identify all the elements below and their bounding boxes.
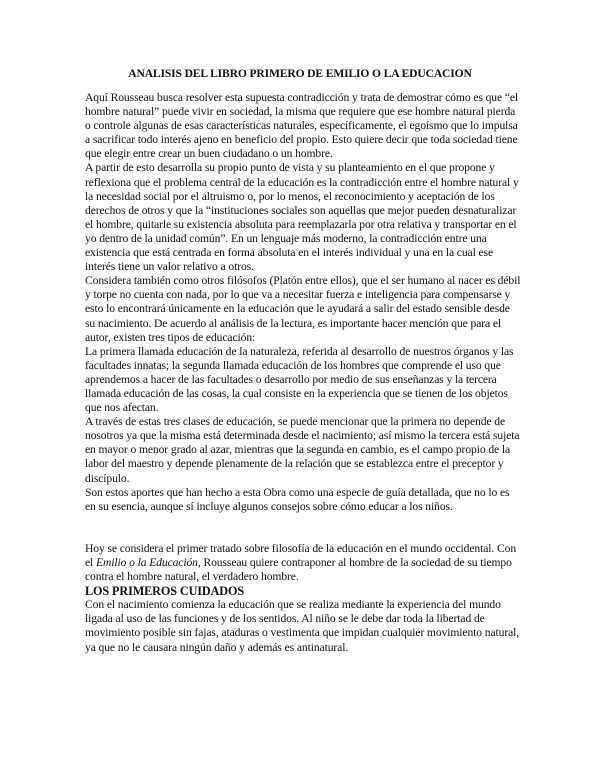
paragraph-three-types: La primera llamada educación de la naturaleza, referida al desarrollo de nuestros órganos y las facultades innatas; la segunda llamada educación de los hombres que comprende el uso que aprendemos a hacer de las facultades o desarrollo por medio de sus enseñanzas y la tercera llamada educación de las cosas, la cual consiste en la experiencia que se tienen de los objetos que nos afectan. (85, 344, 514, 415)
paragraph-closing (85, 542, 521, 584)
paragraph-first-care: Con el nacimiento comienza la educación que se realiza mediante la experiencia del mundo ligada al uso de las funciones y de los sentidos. Al niño se le debe dar toda la libertad de movimiento posible sin fajas, ataduras o vestimenta que impidan cualquier movimiento natural, ya que no le causara ningún daño y además es antinatural. (85, 598, 520, 654)
book-title-italic: Emilio o la Educación, (95, 555, 201, 569)
closing-text-start: Hoy se considera el primer tratado sobre filosofía de la educación en el mundo occidental. Con el (85, 541, 517, 569)
paragraph-viewpoint: A partir de esto desarrolla su propio punto de vista y su planteamiento en el que propone y reflexiona que el problema central de la educación es la contradicción entre el hombre natural y la necesidad social por el altruismo o, por lo menos, el reconocimiento y aceptación de los derechos de otros y que la “instituciones sociales son aquellas que mejor pueden desnaturalizar el hombre, quitarle su existencia absoluta para reemplazarla por otra relativa y transportar en el yo dentro de la unidad común”. En un lenguaje más moderno, la contradicción entre una existencia que está centrada en forma absoluta en el interés individual y una en la cual ese interés tiene un valor relativo a otros. (85, 161, 519, 274)
document-title: ANALISIS DEL LIBRO PRIMERO DE EMILIO O LA EDUCACION (128, 67, 472, 80)
section-gap (85, 514, 521, 542)
paragraph-philosophers: Considera también como otros filósofos (Platón entre ellos), que el ser humano al nacer es débil y torpe no cuenta con nada, por lo que va a necesitar fuerza e inteligencia para compensarse y esto lo encontrará únicamente en la educación que le ayudará a salir del estado sensible desde su nacimiento. De acuerdo al análisis de la lectura, es importante hacer mención que para el autor, existen tres tipos de educación: (85, 274, 521, 344)
closing-text-end: Rousseau quiere contraponer al hombre de la sociedad de su tiempo contra el hombre natural, el verdadero hombre. (85, 555, 512, 583)
paragraph-contributions: Son estos aportes que han hecho a esta Obra como una especie de guía detallada, que no lo es en su esencia, aunque sí incluye algunos consejos sobre cómo educar a los niños. (85, 485, 510, 513)
section-heading: LOS PRIMEROS CUIDADOS (85, 584, 245, 599)
document-body (85, 91, 521, 655)
paragraph-three-classes: A través de estas tres clases de educación, se puede mencionar que la primera no depende de nosotros ya que la misma está determinada desde el nacimiento; así mismo la tercera está sujeta en mayor o menor grado al azar, mientras que la segunda en cambio, es el campo propio de la labor del maestro y depende plenamente de la relación que se establezca entre el preceptor y discípulo. (85, 415, 520, 485)
paragraph-intro: Aquí Rousseau busca resolver esta supuesta contradicción y trata de demostrar cómo es que “el hombre natural” puede vivir en sociedad, la misma que requiere que ese hombre natural pierda o controle algunas de esas características naturales, específicamente, el egoísmo que lo impulsa a sacrificar todo interés ajeno en beneficio del propio. Esto quiere decir que toda sociedad tiene que elegir entre crear un buen ciudadano o un hombre. (85, 91, 519, 161)
